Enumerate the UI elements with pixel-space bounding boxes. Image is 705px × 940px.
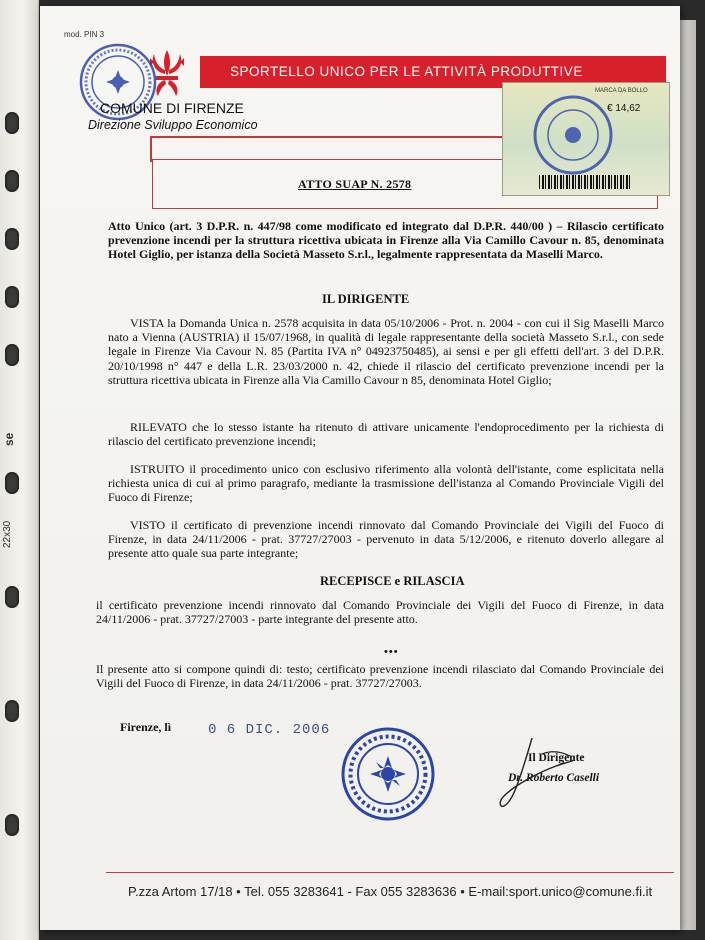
form-code: mod. PIN 3 bbox=[64, 30, 105, 39]
footer-divider bbox=[106, 872, 674, 873]
punch-hole bbox=[5, 344, 19, 366]
decision-text: il certificato prevenzione incendi rinnovato dal Comando Provinciale dei Vigili del Fuoco di Firenze, in data 24/11/2006 - prat. 37727/27003 - parte integrante del presente atto. bbox=[96, 598, 664, 627]
paragraph-rilevato: RILEVATO che lo stesso istante ha ritenuto di attivare unicamente l'endoprocedimento per la richiesta di rilascio del certificato prevenzione incendi; bbox=[108, 420, 664, 449]
frame-line bbox=[150, 136, 510, 138]
binder-pocket-edge bbox=[0, 0, 39, 940]
date-stamp: 0 6 DIC. 2006 bbox=[208, 722, 331, 738]
authority-heading: IL DIRIGENTE bbox=[322, 292, 410, 306]
punch-hole bbox=[5, 286, 19, 308]
punch-hole bbox=[5, 814, 19, 836]
binder-label-se: se bbox=[2, 432, 16, 446]
contact-footer: P.zza Artom 17/18 • Tel. 055 3283641 - Fax 055 3283636 • E-mail:sport.unico@comune.fi.it bbox=[128, 884, 653, 899]
signer-role: Il Dirigente bbox=[528, 752, 585, 764]
decision-heading: RECEPISCE e RILASCIA bbox=[320, 574, 465, 588]
punch-hole bbox=[5, 472, 19, 494]
place-label: Firenze, lì bbox=[120, 720, 172, 734]
paragraph-visto: VISTO il certificato di prevenzione incendi rinnovato dal Comando Provinciale dei Vigili del Fuoco di Firenze, in data 24/11/2006 - prat. 37727/27003 - pervenuto in data 5/12/2006, e ritenuto doverlo allegare al presente atto quale sua parte integrante; bbox=[108, 518, 664, 561]
sheet-stack-edge bbox=[678, 20, 696, 930]
binder-label-size: 22x30 bbox=[2, 520, 13, 548]
separator: ••• bbox=[384, 646, 399, 658]
document-subject: Atto Unico (art. 3 D.P.R. n. 447/98 come modificato ed integrato dal D.P.R. 440/00 ) – Rilascio certificato prevenzione incendi per la struttura ricettiva ubicata in Firenze alla Via Camillo Cavour n. 85, denominata Hotel Giglio, per istanza della Società Masseto S.r.l., legalmente rappresentata da Maselli Marco. bbox=[108, 219, 664, 261]
signer-name: Dr. Roberto Caselli bbox=[508, 772, 600, 784]
revenue-stamp-header: MARCA DA BOLLO bbox=[595, 88, 648, 94]
document-sheet bbox=[40, 6, 680, 930]
revenue-stamp-amount: € 14,62 bbox=[607, 103, 641, 114]
punch-hole bbox=[5, 228, 19, 250]
paragraph-istruito: ISTRUITO il procedimento unico con esclusivo riferimento alla volontà dell'istante, come esplicitata nella richiesta unica di cui al primo paragrafo, mediante la trasmissione dell'istanza al Comando Provinciale Vigili del Fuoco di Firenze; bbox=[108, 462, 664, 505]
paragraph-vista: VISTA la Domanda Unica n. 2578 acquisita in data 05/10/2006 - Prot. n. 2004 - con cui il Sig Maselli Marco nato a Vienna (AUSTRIA) il 15/07/1968, in qualità di legale rappresentante della società Masseto S.r.l., con sede legale in Firenze Via Cavour N. 85 (Partita IVA n° 04923750485), ai sensi e per gli effetti dell'art. 3 del D.P.R. 20/10/1998 n° 447 e della L.R. 23/03/2000 n. 42, chiede il rilascio del certificato prevenzione incendi per la struttura ricettiva ubicata in Firenze alla Via Camillo Cavour n 85, denominata Hotel Giglio; bbox=[108, 316, 664, 387]
office-banner: SPORTELLO UNICO PER LE ATTIVITÀ PRODUTTIVE bbox=[200, 56, 666, 88]
document-title: ATTO SUAP N. 2578 bbox=[298, 177, 412, 191]
punch-hole bbox=[5, 586, 19, 608]
cancellation-stamp-icon bbox=[531, 93, 615, 177]
punch-hole bbox=[5, 112, 19, 134]
revenue-stamp-barcode bbox=[539, 175, 631, 189]
office-seal-bottom-icon bbox=[340, 726, 436, 822]
revenue-stamp bbox=[502, 82, 670, 196]
office-name: COMUNE DI FIRENZE bbox=[100, 100, 244, 116]
punch-hole bbox=[5, 170, 19, 192]
composition-text: Il presente atto si compone quindi di: testo; certificato prevenzione incendi rilasciato dal Comando Provinciale dei Vigili del Fuoco di Firenze, in data 24/11/2006 - prat. 37727/27003. bbox=[96, 662, 664, 691]
handwritten-signature-icon bbox=[482, 732, 592, 810]
office-direction: Direzione Sviluppo Economico bbox=[88, 118, 258, 132]
punch-hole bbox=[5, 700, 19, 722]
